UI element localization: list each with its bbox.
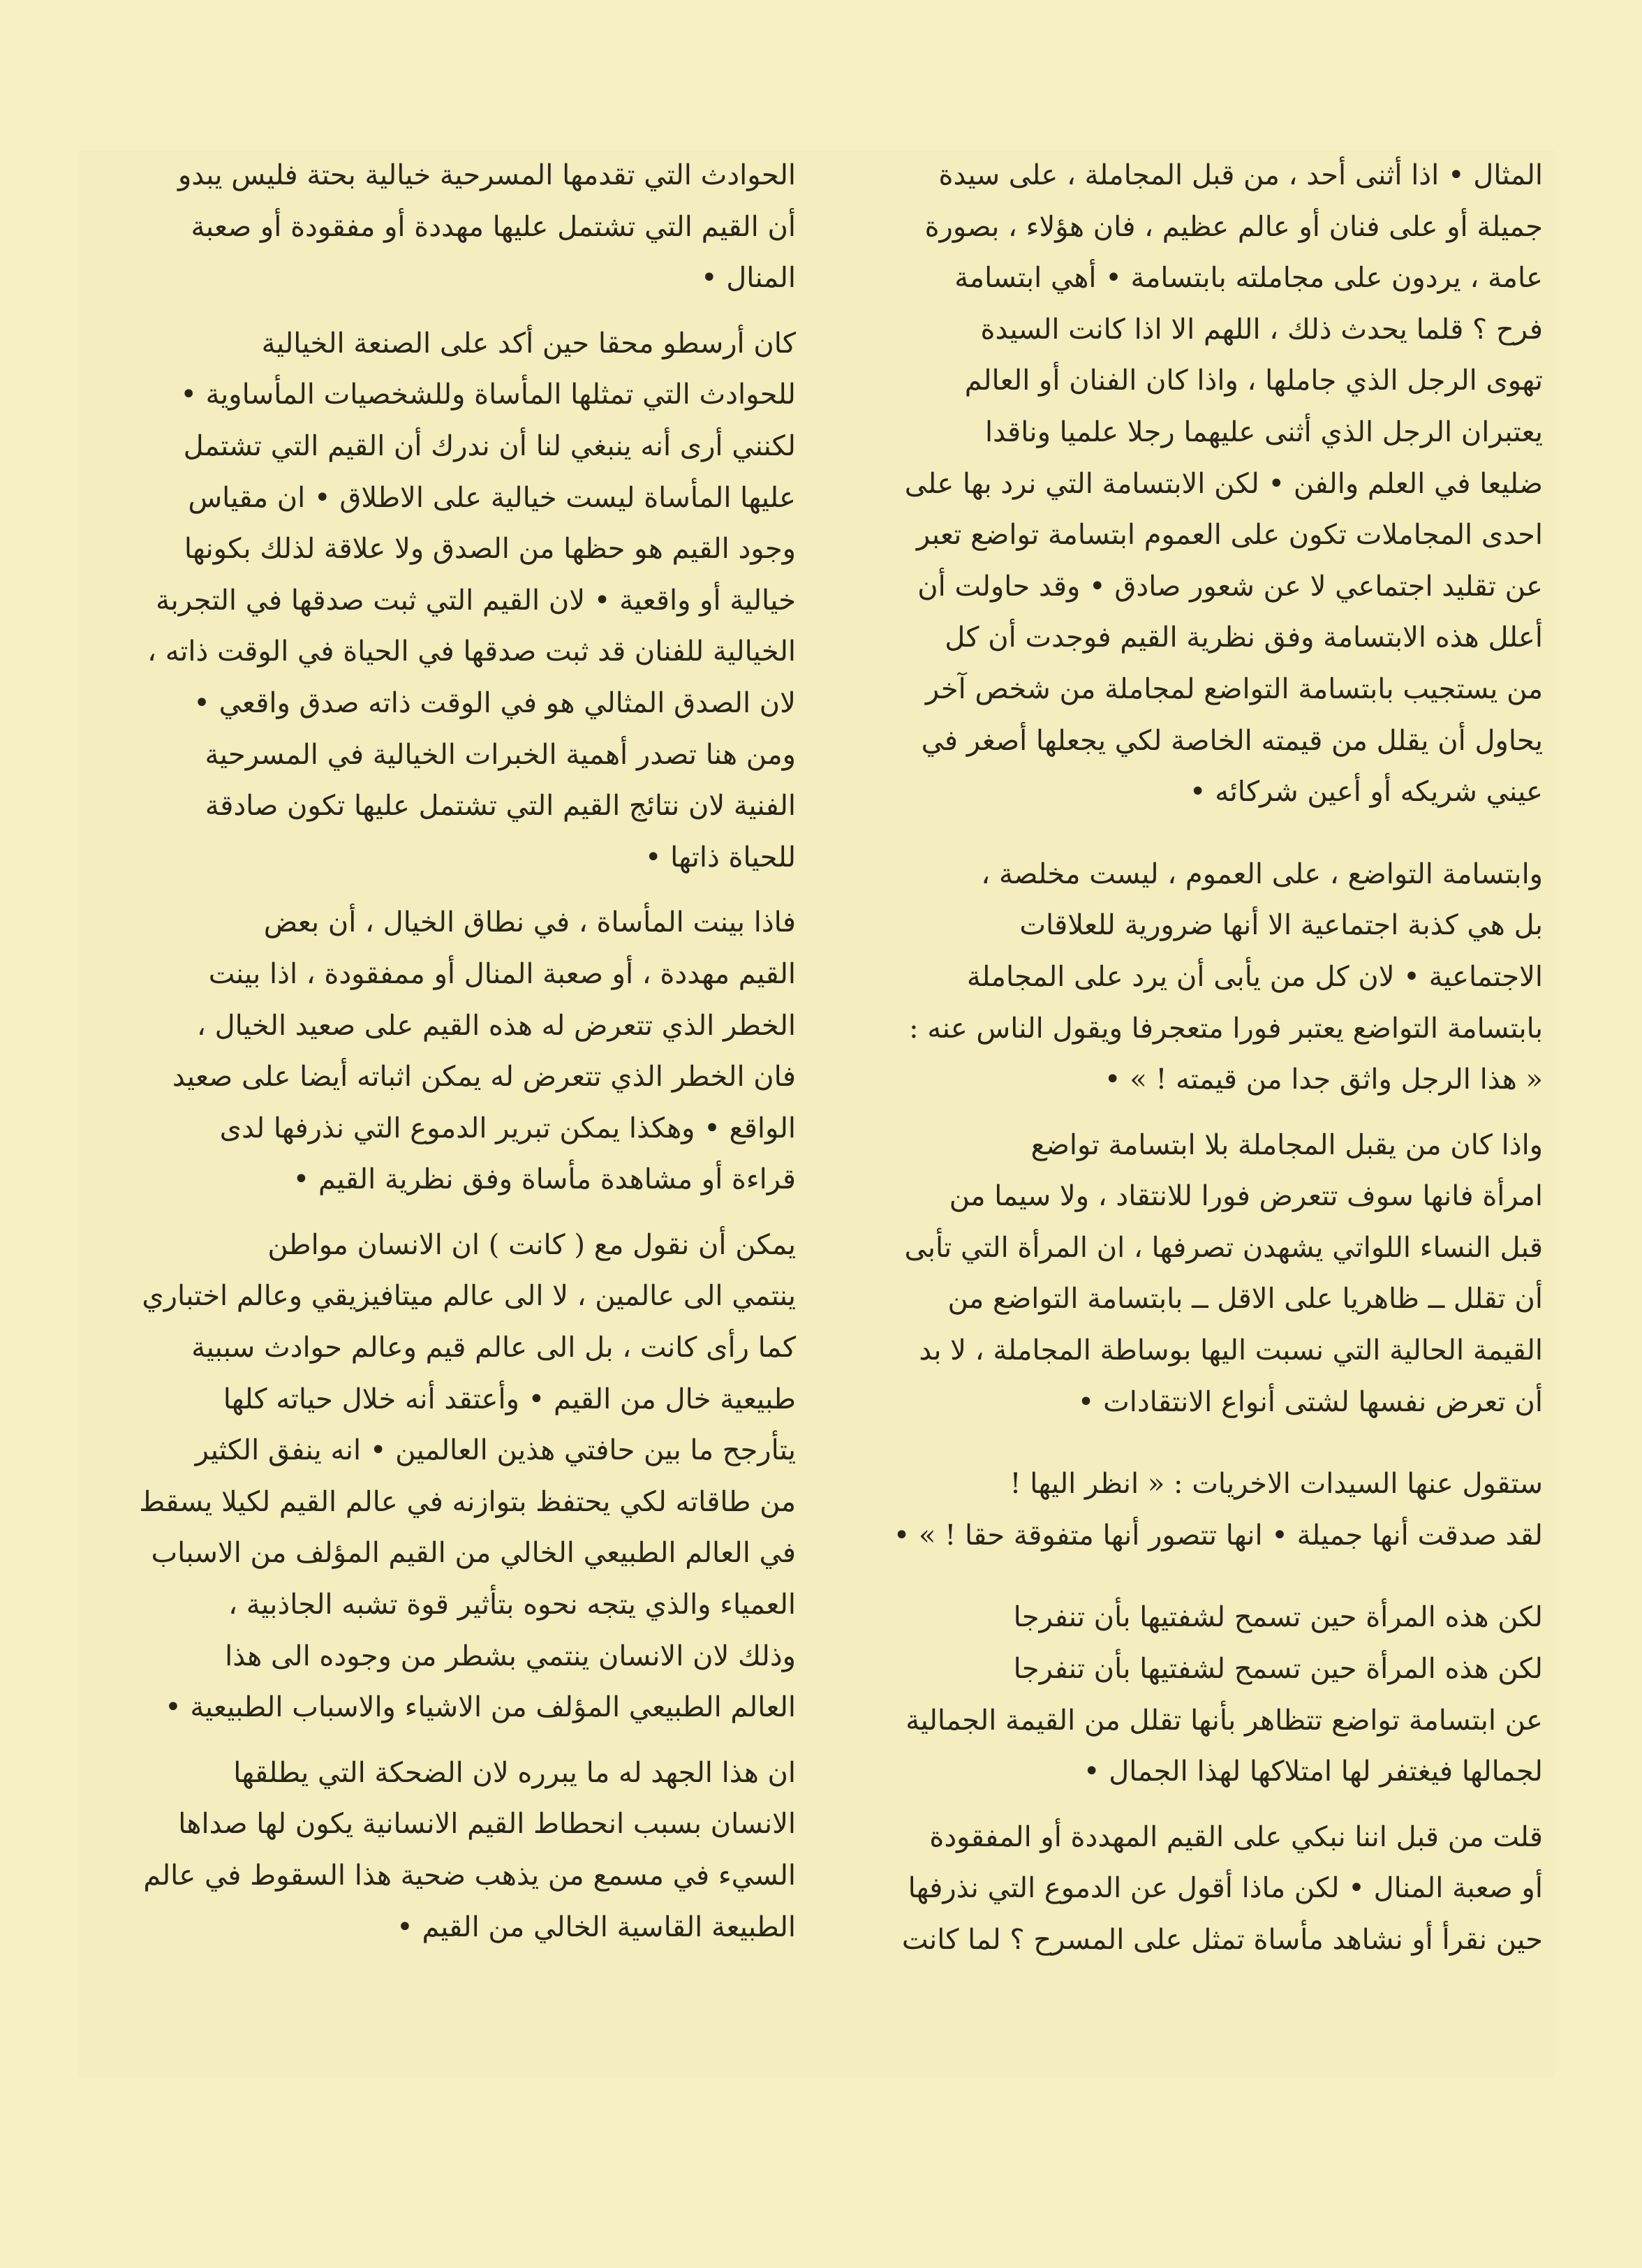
- paragraph: وابتسامة التواضع ، على العموم ، ليست مخلصة ، بل هي كذبة اجتماعية الا أنها ضرورية للعلاقات الاجتماعية • لان كل من يأبى أن يرد على المجاملة بابتسامة التواضع يعتبر فورا متعجرفا ويقول الناس عنه : « هذا الرجل واثق جدا من قيمته ! » •: [909, 857, 1543, 1096]
- paragraph: لكن هذه المرأة حين تسمح لشفتيها بأن تنفرجا لكن هذه المرأة حين تسمح لشفتيها بأن تنفرجا عن ابتسامة تواضع تتظاهر بأنها تقلل من القيمة الجمالية لجمالها فيغتفر لها امتلاكها لهذا الجمال •: [905, 1601, 1543, 1788]
- book-page: [78, 150, 1554, 2077]
- paragraph: ستقول عنها السيدات الاخريات : « انظر اليها ! لقد صدقت أنها جميلة • انها تتصور أنها متفوقة حقا ! » •: [893, 1468, 1543, 1552]
- paragraph: كان أرسطو محقا حين أكد على الصنعة الخيالية للحوادث التي تمثلها المأساة وللشخصيات المأساوية • لكنني أرى أنه ينبغي لنا أن ندرك أن القيم التي تشتمل عليها المأساة ليست خيالية على الاطلاق • ان مقياس وجود القيم هو حظها من الصدق ولا علاقة لذلك بكونها خيالية أو واقعية • لان القيم التي ثبت صدقها في التجربة الخيالية للفنان قد ثبت صدقها في الحياة في الوقت ذاته ، لان الصدق المثالي هو في الوقت ذاته صدق واقعي • ومن هنا تصدر أهمية الخبرات الخيالية في المسرحية الفنية لان نتائج القيم التي تشتمل عليها تكون صادقة للحياة ذاتها •: [147, 327, 796, 874]
- paragraph: قلت من قبل اننا نبكي على القيم المهددة أو المفقودة أو صعبة المنال • لكن ماذا أقول عن الدموع التي نذرفها حين نقرأ أو نشاهد مأساة تمثل على المسرح ؟ لما كانت: [901, 1820, 1543, 1956]
- right-text-column: [838, 150, 1543, 1966]
- left-text-column: [91, 150, 796, 1953]
- paragraph: الحوادث التي تقدمها المسرحية خيالية بحتة فليس يبدو أن القيم التي تشتمل عليها مهددة أو مفقودة أو صعبة المنال •: [177, 159, 796, 295]
- paragraph: فاذا بينت المأساة ، في نطاق الخيال ، أن بعض القيم مهددة ، أو صعبة المنال أو ممفقودة ، اذا بينت الخطر الذي تتعرض له هذه القيم على صعيد الخيال ، فان الخطر الذي تتعرض له يمكن اثباته أيضا على صعيد الواقع • وهكذا يمكن تبرير الدموع التي نذرفها لدى قراءة أو مشاهدة مأساة وفق نظرية القيم •: [172, 906, 796, 1196]
- paragraph: يمكن أن نقول مع ( كانت ) ان الانسان مواطن ينتمي الى عالمين ، لا الى عالم ميتافيزيقي وعالم اختباري كما رأى كانت ، بل الى عالم قيم وعالم حوادث سببية طبيعية خال من القيم • وأعتقد أنه خلال حياته كلها يتأرجح ما بين حافتي هذين العالمين • انه ينفق الكثير من طاقاته لكي يحتفظ بتوازنه في عالم القيم لكيلا يسقط في العالم الطبيعي الخالي من القيم المؤلف من الاسباب العمياء والذي يتجه نحوه بتأثير قوة تشبه الجاذبية ، وذلك لان الانسان ينتمي بشطر من وجوده الى هذا العالم الطبيعي المؤلف من الاشياء والاسباب الطبيعية •: [139, 1228, 796, 1724]
- paragraph: المثال • اذا أثنى أحد ، من قبل المجاملة ، على سيدة جميلة أو على فنان أو عالم عظيم ، فان هؤلاء ، بصورة عامة ، يردون على مجاملته بابتسامة • أهي ابتسامة فرح ؟ قلما يحدث ذلك ، اللهم الا اذا كانت السيدة تهوى الرجل الذي جاملها ، واذا كان الفنان أو العالم يعتبران الرجل الذي أثنى عليهما رجلا علميا وناقدا ضليعا في العلم والفن • لكن الابتسامة التي نرد بها على احدى المجاملات تكون على العموم ابتسامة تواضع تعبر عن تقليد اجتماعي لا عن شعور صادق • وقد حاولت أن أعلل هذه الابتسامة وفق نظرية القيم فوجدت أن كل من يستجيب بابتسامة التواضع لمجاملة من شخص آخر يحاول أن يقلل من قيمته الخاصة لكي يجعلها أصغر في عيني شريكه أو أعين شركائه •: [904, 159, 1543, 809]
- paragraph: واذا كان من يقبل المجاملة بلا ابتسامة تواضع امرأة فانها سوف تتعرض فورا للانتقاد ، ولا سيما من قبل النساء اللواتي يشهدن تصرفها ، ان المرأة التي تأبى أن تقلل ــ ظاهريا على الاقل ــ بابتسامة التواضع من القيمة الحالية التي نسبت اليها بوساطة المجاملة ، لا بد أن تعرض نفسها لشتى أنواع الانتقادات •: [904, 1128, 1543, 1418]
- paragraph: ان هذا الجهد له ما يبرره لان الضحكة التي يطلقها الانسان بسبب انحطاط القيم الانسانية يكون لها صداها السيء في مسمع من يذهب ضحية هذا السقوط في عالم الطبيعة القاسية الخالي من القيم •: [143, 1756, 796, 1943]
